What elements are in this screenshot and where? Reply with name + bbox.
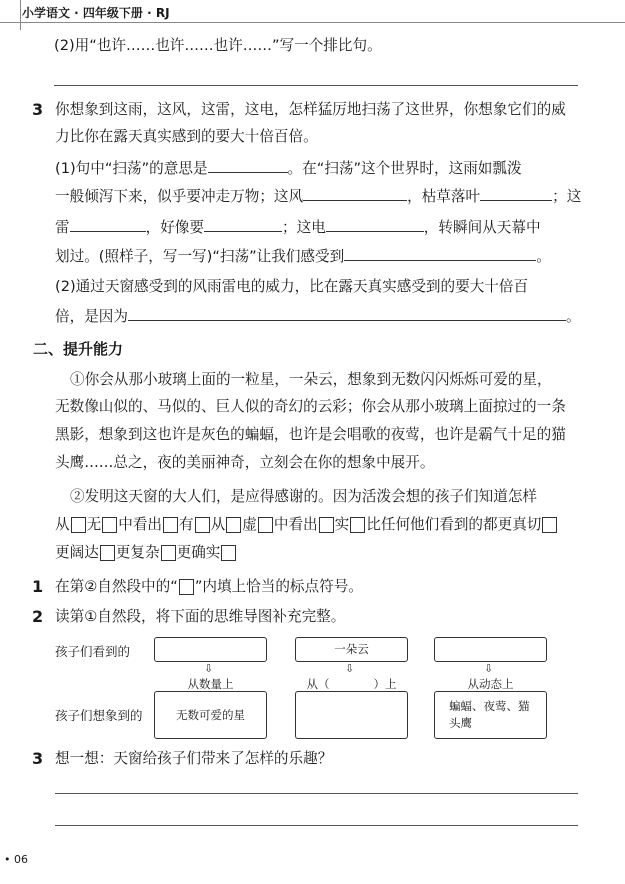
section-title: 二、提升能力 bbox=[33, 340, 124, 358]
mindmap-seen-box-2: 一朵云 bbox=[295, 637, 408, 662]
punctuation-box[interactable] bbox=[100, 545, 115, 561]
punctuation-box-sample bbox=[179, 579, 194, 595]
mindmap-imagined-box-3: 蝙蝠、夜莺、猫头鹰 bbox=[434, 691, 547, 739]
page-number: • 06 bbox=[4, 853, 28, 866]
q3-stem-line2: 力比你在露天真实感到的要大十倍百倍。 bbox=[55, 128, 318, 145]
q3-part1-line2: 一般倾泻下来，似乎要冲走万物；这风 ，枯草落叶 ；这 bbox=[55, 188, 582, 205]
mindmap-imagined-box-2[interactable] bbox=[295, 691, 408, 739]
q3-part2-line1: (2)通过天窗感受到的风雨雷电的威力，比在露天真实感受到的要大十倍百 bbox=[55, 278, 529, 295]
punctuation-box[interactable] bbox=[226, 517, 241, 533]
punctuation-box[interactable] bbox=[102, 517, 117, 533]
mindmap-imagined-box-1: 无数可爱的星 bbox=[154, 691, 267, 739]
mindmap-row2-label: 孩子们想象到的 bbox=[55, 708, 143, 723]
answer-line[interactable] bbox=[55, 825, 578, 826]
q3-part2-line2: 倍，是因为 。 bbox=[55, 308, 581, 325]
punctuation-box[interactable] bbox=[221, 545, 236, 561]
passage-para1-line4: 头鹰……总之，夜的美丽神奇，立刻会在你的想象中展开。 bbox=[55, 454, 435, 471]
blank-leaves[interactable] bbox=[480, 186, 552, 201]
down-arrow-icon: ⇩ bbox=[204, 662, 214, 675]
punctuation-box[interactable] bbox=[163, 517, 178, 533]
ex1-prompt: 在第②自然段中的“ ”内填上恰当的标点符号。 bbox=[55, 578, 363, 595]
blank-meaning[interactable] bbox=[208, 158, 288, 173]
ex2-prompt: 读第①自然段，将下面的思维导图补充完整。 bbox=[55, 608, 346, 625]
punctuation-box[interactable] bbox=[542, 517, 557, 533]
ex3-prompt: 想一想：天窗给孩子们带来了怎样的乐趣？ bbox=[55, 750, 333, 767]
punctuation-box[interactable] bbox=[161, 545, 176, 561]
down-arrow-icon: ⇩ bbox=[345, 662, 355, 675]
question-number: 3 bbox=[32, 100, 44, 119]
margin-rule bbox=[20, 0, 21, 30]
mindmap-row1-label: 孩子们看到的 bbox=[55, 644, 131, 659]
answer-line[interactable] bbox=[54, 85, 578, 86]
punctuation-box[interactable] bbox=[258, 517, 273, 533]
mindmap-seen-box-1[interactable] bbox=[154, 637, 267, 662]
answer-line[interactable] bbox=[55, 793, 578, 794]
blank-feeling[interactable] bbox=[344, 246, 536, 261]
passage-para2-line3: 更阔达 更复杂 更确实 bbox=[55, 543, 237, 563]
mindmap-seen-box-3[interactable] bbox=[434, 637, 547, 662]
blank-lightning[interactable] bbox=[326, 217, 424, 232]
punctuation-box[interactable] bbox=[71, 517, 86, 533]
passage-para2-line2: 从 无 中看出 有 从 虚 中看出 实 比任何他们看到的都更真切 bbox=[55, 515, 558, 535]
q3-stem-line1: 你想象到这雨，这风，这雷，这电，怎样猛厉地扫荡了这世界，你想象它们的威 bbox=[55, 101, 566, 118]
passage-para1-line1: ①你会从那小玻璃上面的一粒星，一朵云，想象到无数闪闪烁烁可爱的星， bbox=[70, 371, 552, 388]
blank-reason[interactable] bbox=[128, 306, 566, 321]
blank-thunder[interactable] bbox=[70, 217, 146, 232]
passage-para1-line3: 黑影，想象到这也许是灰色的蝙蝠，也许是会唱歌的夜莺，也许是霸气十足的猫 bbox=[55, 426, 566, 443]
punctuation-box[interactable] bbox=[350, 517, 365, 533]
header-divider bbox=[0, 22, 625, 23]
mindmap-caption-blank: 从（ ）上 bbox=[306, 677, 397, 691]
page-header: 小学语文 · 四年级下册 · RJ bbox=[22, 6, 170, 20]
q3-part1-line1: (1)句中“扫荡”的意思是 。在“扫荡”这个世界时，这雨如瓢泼 bbox=[55, 160, 522, 177]
punctuation-box[interactable] bbox=[195, 517, 210, 533]
blank-thunder-like[interactable] bbox=[204, 217, 282, 232]
punctuation-box[interactable] bbox=[319, 517, 334, 533]
mindmap-caption-motion: 从动态上 bbox=[467, 677, 514, 691]
mindmap-caption-quantity: 从数量上 bbox=[187, 677, 234, 691]
q3-part1-line3: 雷 ，好像要 ；这电 ，转瞬间从天幕中 bbox=[55, 219, 541, 236]
down-arrow-icon: ⇩ bbox=[484, 662, 494, 675]
question-number: 3 bbox=[32, 749, 44, 768]
question-number: 2 bbox=[32, 607, 44, 626]
q3-part1-line4: 划过。(照样子，写一写)“扫荡”让我们感受到 。 bbox=[55, 248, 551, 265]
q2-sub-prompt: (2)用“也许……也许……也许……”写一个排比句。 bbox=[54, 37, 382, 54]
blank-wind[interactable] bbox=[303, 186, 407, 201]
passage-para2-line1: ②发明这天窗的大人们，是应得感谢的。因为活泼会想的孩子们知道怎样 bbox=[70, 488, 538, 505]
question-number: 1 bbox=[32, 577, 44, 596]
passage-para1-line2: 无数像山似的、马似的、巨人似的奇幻的云彩；你会从那小玻璃上面掠过的一条 bbox=[55, 398, 566, 415]
